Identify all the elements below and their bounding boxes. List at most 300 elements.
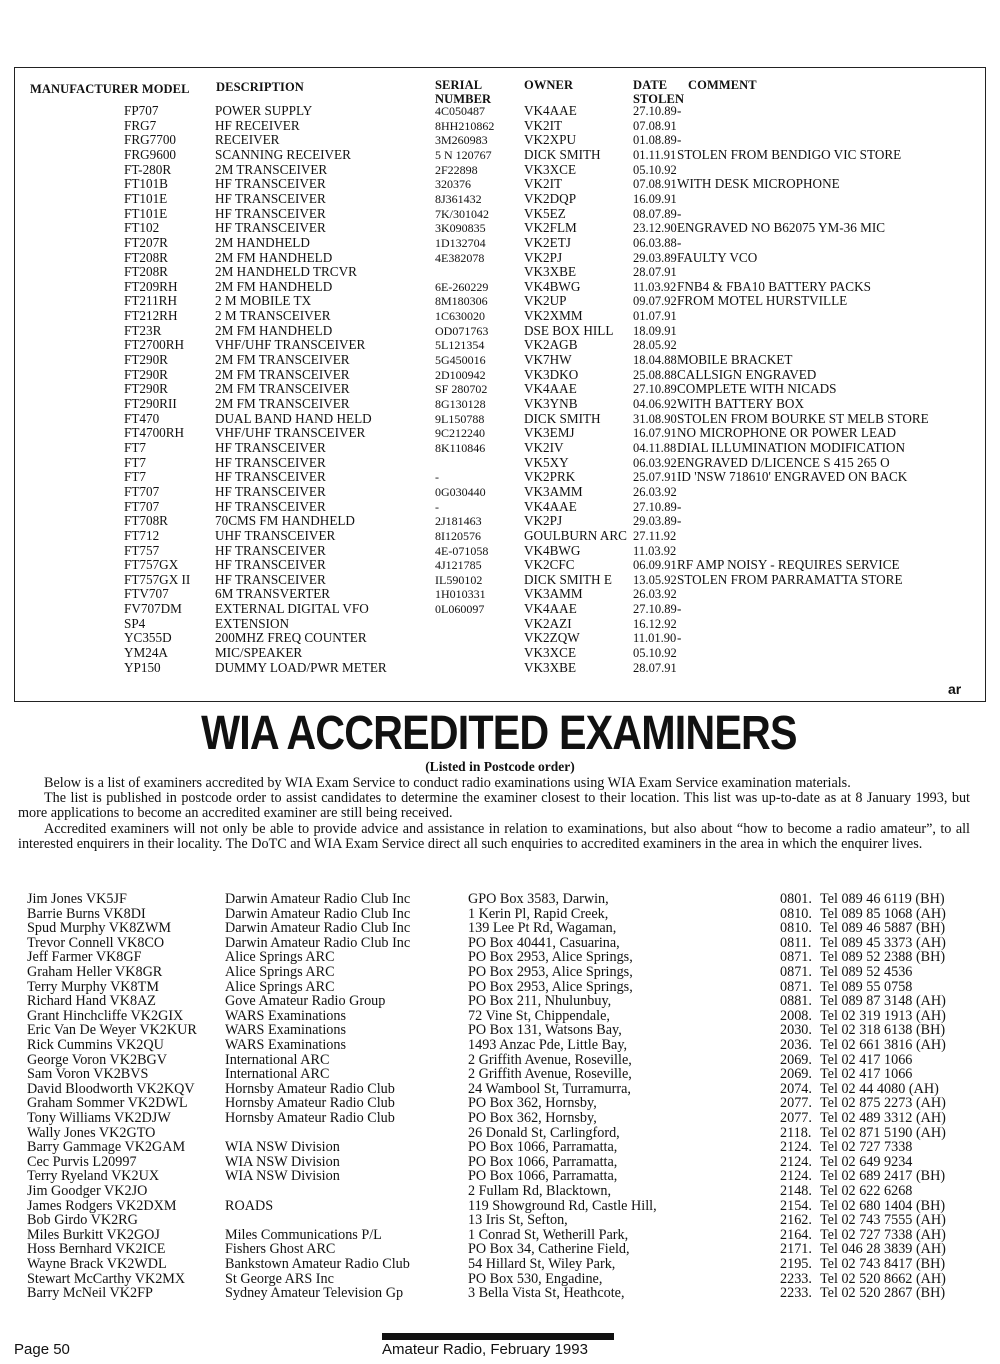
model-cell: FT2700RH (124, 337, 185, 353)
examiner-club: WIA NSW Division (225, 1168, 340, 1185)
serial-cell: 8G130128 (435, 397, 486, 411)
owner-cell: VK7HW (524, 352, 572, 368)
examiner-phone: Tel 02 44 4080 (AH) (820, 1080, 939, 1097)
examiner-name: Barry McNeil VK2FP (27, 1285, 153, 1302)
model-cell: YC355D (124, 630, 172, 646)
examiner-address: PO Box 1066, Parramatta, (468, 1168, 618, 1185)
examiner-address: 54 Hillard St, Wiley Park, (468, 1256, 616, 1272)
examiner-address: PO Box 211, Nhulunbuy, (468, 993, 612, 1010)
serial-cell: 8K110846 (435, 440, 486, 455)
owner-cell: VK3XBE (524, 659, 577, 675)
examiner-club: WIA NSW Division (225, 1153, 340, 1170)
end-mark: ar (948, 681, 962, 697)
model-cell: YM24A (124, 645, 168, 661)
examiner-name: George Voron VK2BGV (27, 1051, 168, 1068)
owner-cell: VK3XCE (524, 645, 577, 661)
examiner-name: Grant Hinchcliffe VK2GIX (27, 1007, 184, 1024)
examiner-postcode: 0881. (780, 993, 812, 1010)
owner-cell: VK2ETJ (524, 234, 571, 250)
examiner-address: 2 Fullam Rd, Blacktown, (468, 1183, 612, 1199)
list-item (0, 1272, 1000, 1287)
comment-cell: FAULTY VCO (677, 249, 758, 265)
examiner-postcode: 2077. (780, 1095, 812, 1112)
owner-cell: VK2AZI (524, 615, 572, 631)
description-cell: 2M FM HANDHELD (215, 249, 333, 265)
owner-cell: VK5EZ (524, 205, 566, 221)
intro-paragraph: Below is a list of examiners accredited by WIA Exam Service to conduct radio examinations using WIA Exam Service examination materials. (44, 775, 851, 791)
header-comment: COMMENT (688, 78, 757, 92)
model-cell: FT7 (124, 469, 146, 485)
table-row (0, 587, 1000, 602)
table-row (0, 207, 1000, 222)
comment-cell: COMPLETE WITH NICADS (677, 381, 837, 397)
examiner-postcode: 2069. (780, 1051, 812, 1068)
examiner-name: Jim Goodger VK2JO (27, 1183, 148, 1199)
description-cell: 2M HANDHELD (215, 234, 310, 250)
examiner-postcode: 0871. (780, 978, 812, 995)
owner-cell: VK2PJ (524, 513, 563, 529)
comment-cell: ENGRAVED D/LICENCE S 415 265 O (677, 454, 890, 470)
examiner-postcode: 2036. (780, 1037, 812, 1053)
examiner-name: Rick Cummins VK2QU (27, 1037, 164, 1053)
owner-cell: DICK SMITH (524, 146, 601, 162)
examiner-club: WARS Examinations (225, 1037, 346, 1053)
examiner-name: Spud Murphy VK8ZWM (27, 920, 171, 937)
table-row (0, 661, 1000, 676)
serial-cell: 9C212240 (435, 426, 486, 441)
table-row (0, 368, 1000, 383)
date-cell: 29.03.89 (633, 514, 677, 529)
examiner-name: Terry Murphy VK8TM (27, 978, 159, 995)
examiner-postcode: 2164. (780, 1226, 812, 1243)
examiner-phone: Tel 02 417 1066 (820, 1051, 913, 1068)
list-item (0, 1184, 1000, 1199)
comment-cell: ID 'NSW 718610' ENGRAVED ON BACK (677, 469, 908, 485)
examiner-address: PO Box 362, Hornsby, (468, 1110, 597, 1126)
serial-cell: 4E382078 (435, 250, 485, 265)
footer-rule (382, 1333, 614, 1340)
examiner-address: PO Box 2953, Alice Springs, (468, 964, 633, 980)
date-cell: 31.08.90 (633, 411, 677, 426)
examiner-address: PO Box 40441, Casuarina, (468, 934, 620, 951)
examiner-name: Stewart McCarthy VK2MX (27, 1270, 186, 1287)
owner-cell: VK2ZQW (524, 630, 580, 646)
comment-cell: DIAL ILLUMINATION MODIFICATION (677, 439, 906, 455)
owner-cell: VK2FLM (524, 220, 577, 236)
examiner-name: Sam Voron VK2BVS (27, 1066, 149, 1083)
owner-cell: VK5XY (524, 454, 569, 470)
description-cell: EXTENSION (215, 615, 289, 631)
examiner-postcode: 2195. (780, 1256, 812, 1272)
examiner-club: WARS Examinations (225, 1007, 346, 1024)
examiner-address: PO Box 2953, Alice Springs, (468, 949, 633, 966)
date-cell: 29.03.89 (633, 250, 677, 265)
serial-cell: 1C630020 (435, 309, 486, 324)
list-item (0, 1169, 1000, 1184)
examiner-postcode: 2124. (780, 1153, 812, 1170)
comment-cell: - (677, 103, 682, 118)
section-subtitle: (Listed in Postcode order) (425, 759, 575, 774)
table-row (0, 412, 1000, 427)
examiner-phone: Tel 089 46 5887 (BH) (820, 920, 946, 937)
owner-cell: DSE BOX HILL (524, 322, 614, 338)
owner-cell: VK4AAE (524, 601, 577, 617)
header-manufacturer-model: MANUFACTURER MODEL (30, 82, 190, 96)
owner-cell: VK2AGB (524, 337, 578, 353)
owner-cell: DICK SMITH E (524, 571, 612, 587)
date-cell: 28.07.91 (633, 265, 677, 280)
description-cell: HF TRANSCEIVER (215, 454, 326, 470)
description-cell: HF TRANSCEIVER (215, 176, 326, 192)
examiner-address: 1493 Anzac Pde, Little Bay, (468, 1037, 628, 1053)
list-item (0, 1053, 1000, 1068)
examiner-phone: Tel 02 661 3816 (AH) (820, 1037, 946, 1053)
table-row (0, 148, 1000, 163)
date-cell: 11.01.90 (633, 631, 677, 646)
serial-cell: 7K/301042 (435, 206, 489, 221)
comment-cell: - (677, 498, 682, 514)
examiner-postcode: 0811. (780, 934, 812, 951)
date-cell: 04.11.88 (633, 440, 677, 455)
date-cell: 27.10.89 (633, 104, 677, 118)
model-cell: FT707 (124, 498, 160, 514)
serial-cell: 4E-071058 (435, 543, 489, 558)
serial-cell: 320376 (435, 177, 471, 192)
serial-cell: 8M180306 (435, 294, 488, 309)
comment-cell: STOLEN FROM BENDIGO VIC STORE (677, 146, 902, 162)
list-item (0, 1038, 1000, 1053)
examiner-name: Jeff Farmer VK8GF (27, 949, 142, 966)
owner-cell: VK4BWG (524, 542, 581, 558)
date-cell: 08.07.89 (633, 206, 677, 221)
examiner-postcode: 0871. (780, 964, 812, 980)
model-cell: FT757GX II (124, 571, 191, 587)
serial-cell: 3M260983 (435, 133, 488, 148)
owner-cell: VK3DKO (524, 366, 579, 382)
examiner-name: Graham Sommer VK2DWL (27, 1095, 188, 1112)
examiner-phone: Tel 02 520 2867 (BH) (820, 1285, 946, 1302)
list-item (0, 1111, 1000, 1126)
table-row (0, 529, 1000, 544)
date-cell: 27.11.92 (633, 528, 677, 543)
serial-cell: 8I120576 (435, 528, 481, 543)
examiner-address: 72 Vine St, Chippendale, (468, 1007, 610, 1024)
model-cell: SP4 (124, 615, 146, 631)
date-cell: 16.12.92 (633, 616, 677, 631)
header-description: DESCRIPTION (216, 80, 304, 94)
header-owner: OWNER (524, 78, 574, 92)
examiner-postcode: 0801. (780, 891, 812, 907)
examiner-address: 139 Lee Pt Rd, Wagaman, (468, 920, 617, 937)
intro-paragraph: Accredited examiners will not only be able to provide advice and assistance in relation to examinations, but also about “how to become a radio amateur”, to all interested enquirers in their locality. The DoTC and WIA Exam Service direct all such enquiries to accredited examiners in the area in which the enquirer lives. (18, 820, 970, 852)
date-cell: 27.10.89 (633, 602, 677, 617)
comment-cell: WITH DESK MICROPHONE (677, 176, 840, 192)
list-item (0, 1155, 1000, 1170)
list-item (0, 1082, 1000, 1097)
model-cell: FT757 (124, 542, 160, 558)
intro-text (18, 776, 970, 852)
model-cell: FT-280R (124, 161, 172, 177)
model-cell: FT290R (124, 352, 168, 368)
comment-cell: - (677, 513, 682, 529)
examiner-phone: Tel 02 622 6268 (820, 1183, 913, 1199)
table-row (0, 514, 1000, 529)
model-cell: FT7 (124, 454, 146, 470)
owner-cell: VK2CFC (524, 557, 575, 573)
examiner-name: Wayne Brack VK2WDL (27, 1256, 167, 1272)
description-cell: 200MHZ FREQ COUNTER (215, 630, 367, 646)
examiner-postcode: 2077. (780, 1110, 812, 1126)
date-cell: 11.03.92 (633, 543, 677, 558)
examiner-address: 2 Griffith Avenue, Roseville, (468, 1051, 632, 1068)
owner-cell: VK3XBE (524, 264, 577, 280)
comment-cell: - (677, 601, 682, 617)
serial-cell: 4J121785 (435, 558, 482, 573)
list-item (0, 1126, 1000, 1141)
serial-cell: 2J181463 (435, 514, 482, 529)
examiner-name: Wally Jones VK2GTO (27, 1124, 156, 1141)
list-item (0, 1140, 1000, 1155)
list-item (0, 907, 1000, 922)
description-cell: DUAL BAND HAND HELD (215, 410, 372, 426)
owner-cell: VK4BWG (524, 278, 581, 294)
date-cell: 07.08.91 (633, 118, 677, 133)
examiner-phone: Tel 046 28 3839 (AH) (820, 1241, 946, 1258)
serial-cell: 2D100942 (435, 367, 486, 382)
owner-cell: VK4AAE (524, 498, 577, 514)
intro-paragraph: The list is published in postcode order to assist candidates to determine the examiner closest to their location. This list was up-to-date as at 8 January 1993, but more applications to become an accredited examiner are still being received. (18, 790, 970, 822)
serial-cell: 0G030440 (435, 484, 486, 499)
table-row (0, 441, 1000, 456)
owner-cell: VK3YNB (524, 396, 578, 411)
table-row (0, 573, 1000, 588)
examiner-club: Miles Communications P/L (225, 1226, 382, 1243)
examiner-club: Darwin Amateur Radio Club Inc (225, 891, 411, 907)
model-cell: FT23R (124, 322, 162, 338)
date-cell: 28.07.91 (633, 660, 677, 675)
examiner-phone: Tel 02 520 8662 (AH) (820, 1270, 946, 1287)
table-row (0, 104, 1000, 119)
table-row (0, 456, 1000, 471)
comment-cell: STOLEN FROM PARRAMATTA STORE (677, 571, 903, 587)
list-item (0, 1213, 1000, 1228)
owner-cell: VK2UP (524, 293, 567, 309)
serial-cell: OD071763 (435, 323, 489, 338)
model-cell: FT290RII (124, 396, 177, 411)
date-cell: 01.07.91 (633, 309, 677, 324)
description-cell: 2 M MOBILE TX (215, 293, 312, 309)
examiner-phone: Tel 02 319 1913 (AH) (820, 1007, 946, 1024)
description-cell: MIC/SPEAKER (215, 645, 303, 661)
examiner-phone: Tel 089 87 3148 (AH) (820, 993, 946, 1010)
examiner-phone: Tel 089 45 3373 (AH) (820, 934, 946, 951)
owner-cell: VK3EMJ (524, 425, 575, 441)
examiner-postcode: 0871. (780, 949, 812, 966)
comment-cell: RF AMP NOISY - REQUIRES SERVICE (677, 557, 900, 573)
date-cell: 01.08.89 (633, 133, 677, 148)
description-cell: HF TRANSCEIVER (215, 205, 326, 221)
comment-cell: - (677, 234, 682, 250)
model-cell: FT102 (124, 220, 160, 236)
serial-cell: IL590102 (435, 572, 483, 587)
examiner-name: David Bloodworth VK2KQV (27, 1080, 195, 1097)
owner-cell: VK2IT (524, 176, 563, 192)
comment-cell: FROM MOTEL HURSTVILLE (677, 293, 848, 309)
examiner-address: 119 Showground Rd, Castle Hill, (468, 1197, 657, 1214)
date-cell: 13.05.92 (633, 572, 677, 587)
examiner-name: Eric Van De Weyer VK2KUR (27, 1022, 197, 1039)
date-cell: 06.03.88 (633, 235, 677, 250)
comment-cell: ENGRAVED NO B62075 YM-36 MIC (677, 220, 886, 236)
serial-cell: SF 280702 (435, 382, 488, 397)
examiner-address: PO Box 131, Watsons Bay, (468, 1022, 622, 1039)
examiner-address: PO Box 1066, Parramatta, (468, 1153, 618, 1170)
comment-cell: STOLEN FROM BOURKE ST MELB STORE (677, 410, 929, 426)
model-cell: FT211RH (124, 293, 178, 309)
table-row (0, 602, 1000, 617)
model-cell: FT708R (124, 513, 168, 529)
examiner-address: PO Box 2953, Alice Springs, (468, 978, 633, 995)
examiner-club: WARS Examinations (225, 1022, 346, 1039)
description-cell: 2 M TRANSCEIVER (215, 308, 331, 324)
serial-cell: 5 N 120767 (435, 147, 492, 162)
model-cell: FT208R (124, 249, 168, 265)
table-row (0, 544, 1000, 559)
examiner-postcode: 2118. (780, 1124, 812, 1141)
comment-cell: MOBILE BRACKET (677, 352, 793, 368)
description-cell: SCANNING RECEIVER (215, 146, 351, 162)
examiner-address: 13 Iris St, Sefton, (468, 1212, 568, 1229)
examiner-postcode: 2030. (780, 1022, 812, 1039)
list-item (0, 1067, 1000, 1082)
examiner-phone: Tel 02 743 7555 (AH) (820, 1212, 946, 1229)
list-item (0, 1257, 1000, 1272)
examiner-postcode: 2074. (780, 1080, 812, 1097)
description-cell: 2M HANDHELD TRCVR (215, 264, 357, 280)
list-item (0, 980, 1000, 995)
description-cell: HF TRANSCEIVER (215, 190, 326, 206)
owner-cell: VK2PRK (524, 469, 576, 485)
examiner-address: PO Box 1066, Parramatta, (468, 1139, 618, 1156)
header-stolen: STOLEN (633, 92, 685, 106)
examiner-club: Hornsby Amateur Radio Club (225, 1080, 395, 1097)
examiner-club: Alice Springs ARC (225, 964, 335, 980)
description-cell: 2M FM TRANSCEIVER (215, 396, 350, 411)
table-row (0, 251, 1000, 266)
description-cell: POWER SUPPLY (215, 103, 313, 118)
description-cell: RECEIVER (215, 132, 280, 148)
examiner-name: Tony Williams VK2DJW (27, 1110, 171, 1126)
serial-cell: 3K090835 (435, 221, 486, 236)
examiner-address: 1 Conrad St, Wetherill Park, (468, 1226, 629, 1243)
table-row (0, 485, 1000, 500)
date-cell: 09.07.92 (633, 294, 677, 309)
date-cell: 04.06.92 (633, 397, 677, 411)
owner-cell: VK3XCE (524, 161, 577, 177)
table-row (0, 119, 1000, 134)
list-item (0, 1009, 1000, 1024)
examiner-club: Fishers Ghost ARC (225, 1241, 336, 1258)
table-row (0, 177, 1000, 192)
list-item (0, 892, 1000, 907)
examiner-club: Alice Springs ARC (225, 949, 335, 966)
table-row (0, 558, 1000, 573)
examiner-postcode: 2233. (780, 1285, 812, 1302)
examiner-phone: Tel 02 689 2417 (BH) (820, 1168, 946, 1185)
description-cell: DUMMY LOAD/PWR METER (215, 659, 387, 675)
examiner-name: Trevor Connell VK8CO (27, 934, 165, 951)
description-cell: HF TRANSCEIVER (215, 542, 326, 558)
model-cell: FT101E (124, 190, 168, 206)
examiner-address: 1 Kerin Pl, Rapid Creek, (468, 905, 609, 922)
examiner-phone: Tel 02 875 2273 (AH) (820, 1095, 946, 1112)
examiner-phone: Tel 089 52 4536 (820, 964, 913, 980)
examiner-phone: Tel 02 318 6138 (BH) (820, 1022, 946, 1039)
examiner-postcode: 2124. (780, 1139, 812, 1156)
model-cell: FT470 (124, 410, 160, 426)
examiner-club: Hornsby Amateur Radio Club (225, 1110, 395, 1126)
date-cell: 07.08.91 (633, 177, 677, 192)
description-cell: HF TRANSCEIVER (215, 498, 326, 514)
serial-cell: 5L121354 (435, 338, 485, 353)
comment-cell: - (677, 132, 682, 148)
date-cell: 18.04.88 (633, 353, 677, 368)
description-cell: HF TRANSCEIVER (215, 439, 326, 455)
header-date: DATE (633, 78, 668, 92)
comment-cell: FNB4 & FBA10 BATTERY PACKS (677, 278, 871, 294)
description-cell: HF TRANSCEIVER (215, 469, 326, 485)
examiner-phone: Tel 02 417 1066 (820, 1066, 913, 1083)
model-cell: FT4700RH (124, 425, 185, 441)
examiner-club: International ARC (225, 1066, 330, 1083)
model-cell: FT212RH (124, 308, 178, 324)
examiner-address: PO Box 362, Hornsby, (468, 1095, 597, 1112)
date-cell: 16.09.91 (633, 191, 677, 206)
list-item (0, 1023, 1000, 1038)
examiner-phone: Tel 02 649 9234 (820, 1153, 913, 1170)
description-cell: 2M FM HANDHELD (215, 278, 333, 294)
owner-cell: VK2XMM (524, 308, 583, 324)
owner-cell: DICK SMITH (524, 410, 601, 426)
comment-cell: CALLSIGN ENGRAVED (677, 366, 817, 382)
date-cell: 25.07.91 (633, 470, 677, 485)
date-cell: 26.03.92 (633, 484, 677, 499)
list-item (0, 1199, 1000, 1214)
examiner-name: Richard Hand VK8AZ (27, 993, 156, 1010)
description-cell: VHF/UHF TRANSCEIVER (215, 337, 366, 353)
examiner-address: PO Box 530, Engadine, (468, 1270, 603, 1287)
table-row (0, 265, 1000, 280)
table-row (0, 646, 1000, 661)
date-cell: 06.03.92 (633, 455, 677, 470)
page-number: Page 50 (14, 1341, 70, 1358)
model-cell: FRG7700 (124, 132, 177, 148)
examiner-postcode: 2154. (780, 1197, 812, 1214)
examiner-club: ROADS (225, 1197, 274, 1214)
model-cell: FTV707 (124, 586, 169, 602)
table-row (0, 426, 1000, 441)
date-cell: 06.09.91 (633, 558, 677, 573)
examiner-phone: Tel 02 680 1404 (BH) (820, 1197, 946, 1214)
table-row (0, 192, 1000, 207)
examiner-phone: Tel 02 871 5190 (AH) (820, 1124, 946, 1141)
date-cell: 05.10.92 (633, 162, 677, 177)
model-cell: FT208R (124, 264, 168, 280)
table-row (0, 221, 1000, 236)
list-item (0, 1286, 1000, 1301)
owner-cell: VK2PJ (524, 249, 563, 265)
examiner-club: Hornsby Amateur Radio Club (225, 1095, 395, 1112)
